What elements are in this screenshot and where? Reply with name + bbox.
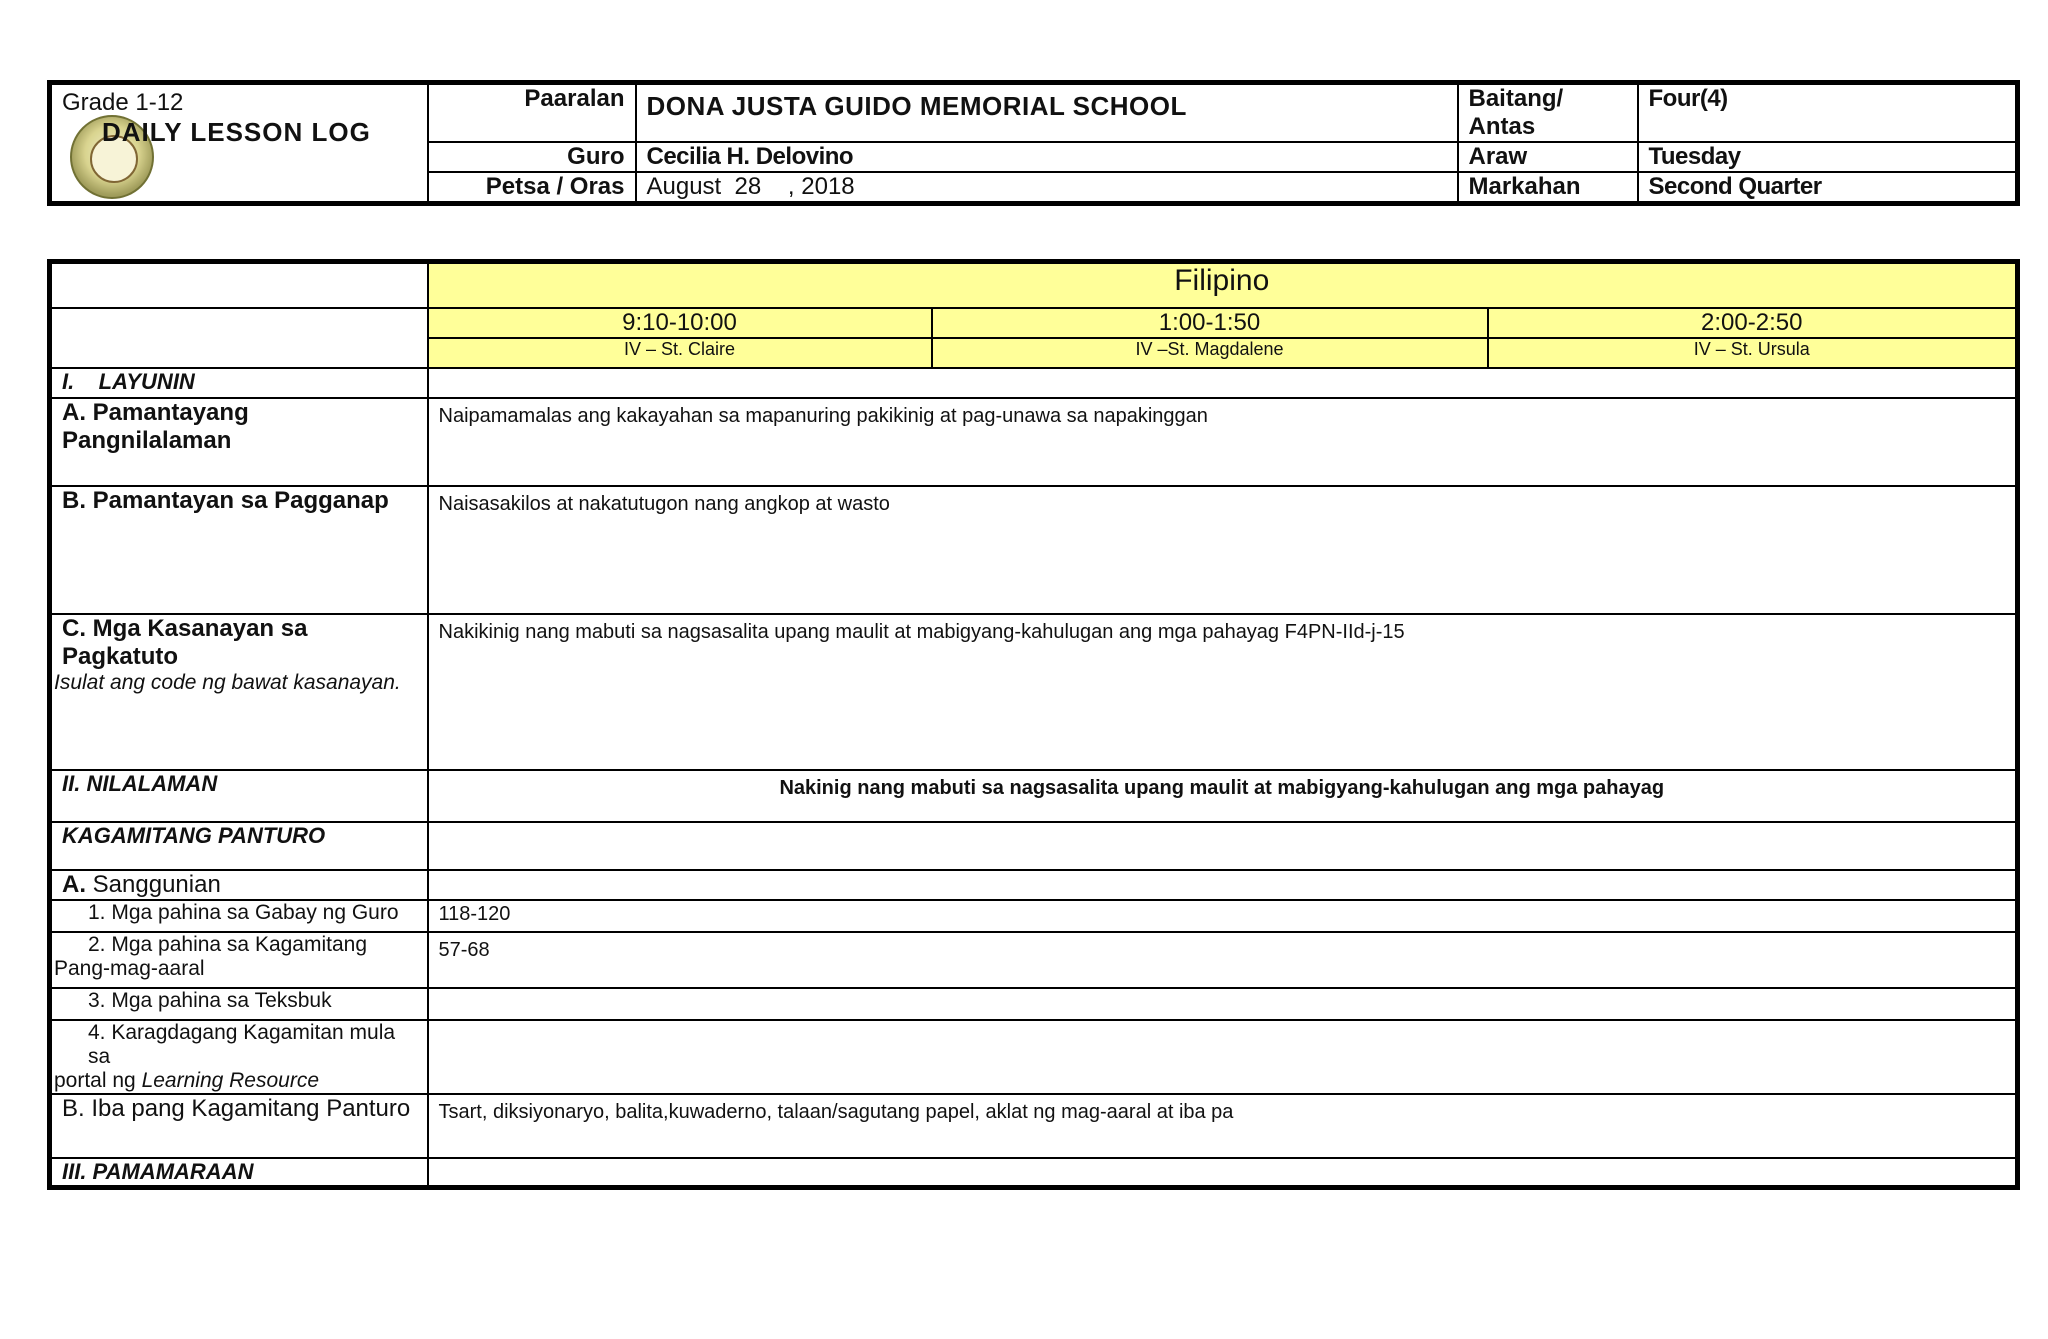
- blank-schedule-cell: [50, 308, 428, 368]
- section-name: IV –St. Magdalene: [932, 338, 1488, 368]
- paaralan-value: DONA JUSTA GUIDO MEMORIAL SCHOOL: [636, 83, 1458, 143]
- araw-label: Araw: [1458, 142, 1638, 172]
- araw-value: Tuesday: [1638, 142, 2018, 172]
- section-name: IV – St. Claire: [428, 338, 932, 368]
- teksbuk-value: [428, 988, 2018, 1020]
- karagdagang-label: 4. Karagdagang Kagamitan mula sa portal ng Learning Resource: [50, 1020, 428, 1094]
- kagamitang-pang-value: 57-68: [428, 932, 2018, 988]
- sanggunian-content: [428, 870, 2018, 900]
- kasanayan-cell: [50, 614, 428, 770]
- pamantayang-label: A. Pamantayang Pangnilalaman: [50, 398, 428, 486]
- layunin-heading: I. LAYUNIN: [50, 368, 428, 398]
- daily-lesson-log-title: DAILY LESSON LOG: [102, 117, 371, 147]
- guro-value: Cecilia H. Delovino: [636, 142, 1458, 172]
- layunin-content: [428, 368, 2018, 398]
- title-cell: [50, 83, 428, 204]
- gabay-value: 118-120: [428, 900, 2018, 932]
- markahan-value: Second Quarter: [1638, 172, 2018, 204]
- subject-title: Filipino: [428, 262, 2018, 308]
- baitang-value: Four(4): [1638, 83, 2018, 143]
- kasanayan-label: C. Mga Kasanayan sa Pagkatuto: [62, 614, 308, 670]
- kasanayan-note: Isulat ang code ng bawat kasanayan.: [54, 670, 401, 694]
- blank-corner-cell: [50, 262, 428, 308]
- petsa-value: August 28 , 2018: [636, 172, 1458, 204]
- pagganap-value: Naisasakilos at nakatutugon nang angkop at wasto: [428, 486, 2018, 614]
- pagganap-label: B. Pamantayan sa Pagganap: [50, 486, 428, 614]
- nilalaman-value: Nakinig nang mabuti sa nagsasalita upang maulit at mabigyang-kahulugan ang mga pahayag: [428, 770, 2018, 822]
- markahan-label: Markahan: [1458, 172, 1638, 204]
- grade-label: Grade 1-12: [62, 89, 184, 116]
- header-table: [47, 80, 2020, 206]
- sanggunian-label: A. Sanggunian: [50, 870, 428, 900]
- pamamaraan-heading: III. PAMAMARAAN: [50, 1158, 428, 1188]
- section-name: IV – St. Ursula: [1488, 338, 2018, 368]
- time-slot: 9:10-10:00: [428, 308, 932, 338]
- kagamitang-pang-label: 2. Mga pahina sa Kagamitang Pang-mag-aaral: [50, 932, 428, 988]
- iba-label: B. Iba pang Kagamitang Panturo: [50, 1094, 428, 1158]
- time-slot: 2:00-2:50: [1488, 308, 2018, 338]
- guro-label: Guro: [428, 142, 636, 172]
- kagamitang-heading: KAGAMITANG PANTURO: [50, 822, 428, 870]
- karagdagang-value: [428, 1020, 2018, 1094]
- pamantayang-value: Naipamamalas ang kakayahan sa mapanuring pakikinig at pag-unawa sa napakinggan: [428, 398, 2018, 486]
- lesson-table: [47, 259, 2020, 1190]
- petsa-label: Petsa / Oras: [428, 172, 636, 204]
- baitang-label: Baitang/ Antas: [1458, 83, 1638, 143]
- pamamaraan-content: [428, 1158, 2018, 1188]
- time-slot: 1:00-1:50: [932, 308, 1488, 338]
- nilalaman-heading: II. NILALAMAN: [50, 770, 428, 822]
- iba-value: Tsart, diksiyonaryo, balita,kuwaderno, talaan/sagutang papel, aklat ng mag-aaral at iba pa: [428, 1094, 2018, 1158]
- paaralan-label: Paaralan: [428, 83, 636, 143]
- teksbuk-label: 3. Mga pahina sa Teksbuk: [50, 988, 428, 1020]
- kasanayan-value: Nakikinig nang mabuti sa nagsasalita upang maulit at mabigyang-kahulugan ang mga pahayag F4PN-IId-j-15: [428, 614, 2018, 770]
- gabay-label: 1. Mga pahina sa Gabay ng Guro: [50, 900, 428, 932]
- kagamitang-content: [428, 822, 2018, 870]
